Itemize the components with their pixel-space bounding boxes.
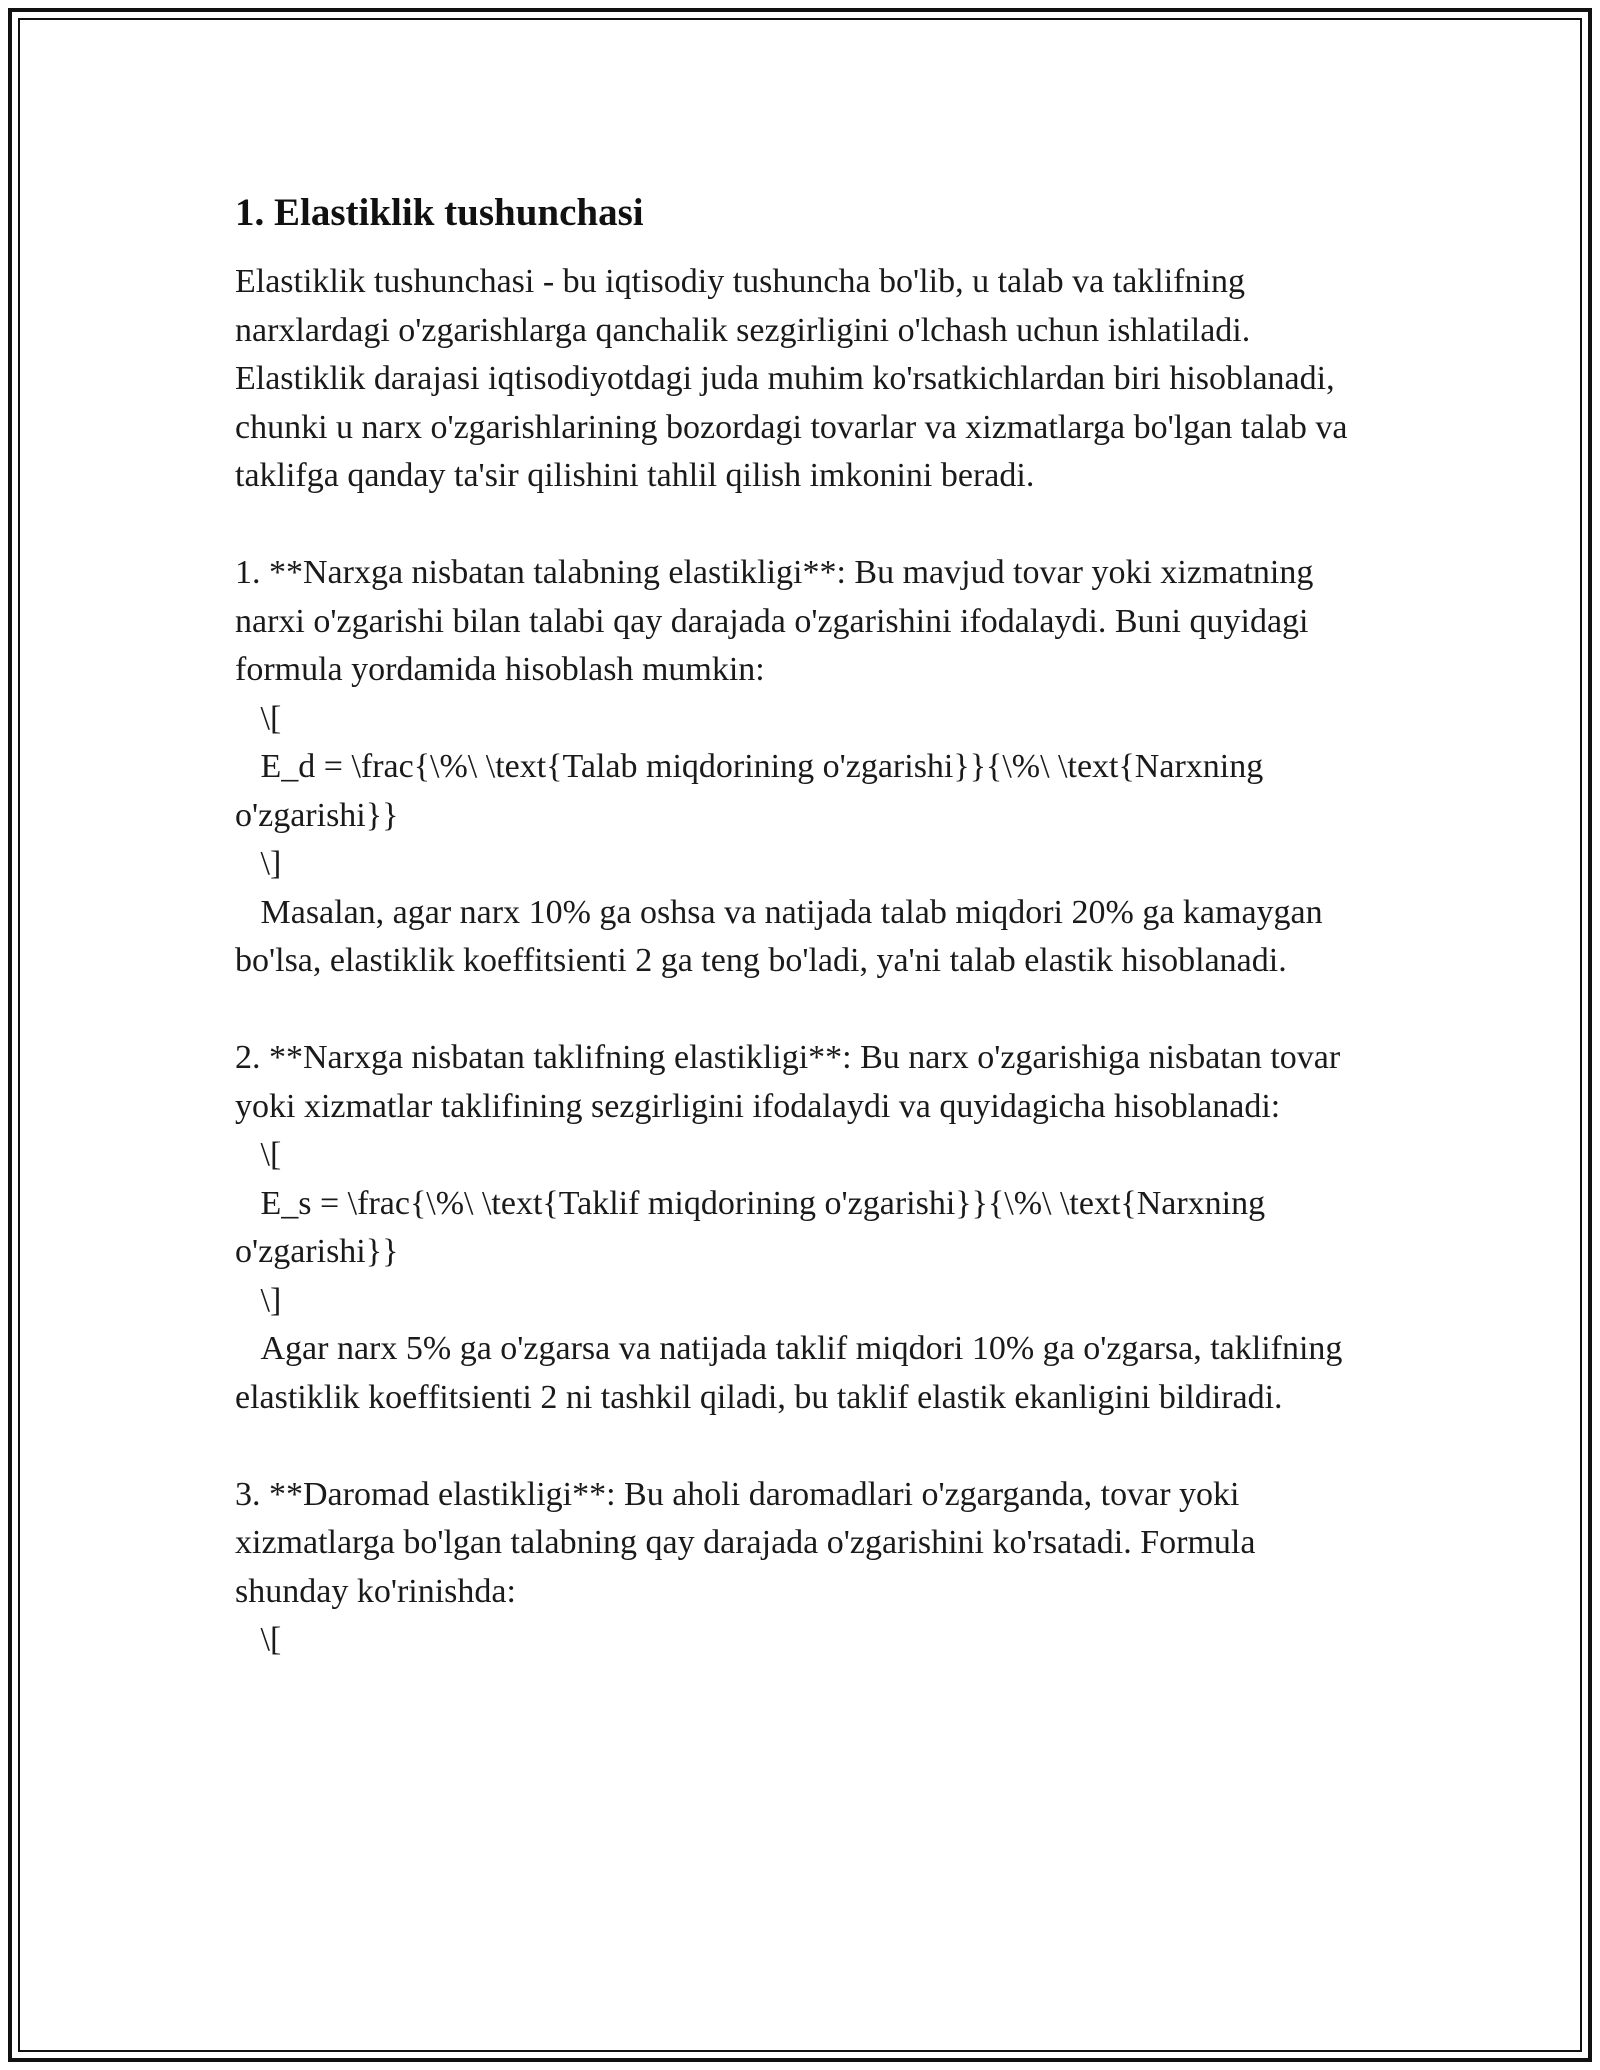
section-body-text: Elastiklik tushunchasi - bu iqtisodiy tushuncha bo'lib, u talab va taklifning narxlardagi o'zgarishlarga qanchalik sezgirligini o'lchash uchun ishlatiladi. Elastiklik darajasi iqtisodiyotdagi juda muhim ko'rsatkichlardan biri hisoblanadi, chunki u narx o'zgarishlarining bozordagi tovarlar va xizmatlarga bo'lgan talab va taklifga qanday ta'sir qilishini tahlil qilish imkonini beradi. 1. **Narxga nisbatan talabning elastikligi**: Bu mavjud tovar yoki xizmatning narxi o'zgarishi bilan talabi qay darajada o'zgarishini ifodalaydi. Buni quyidagi formula yordamida hisoblash mumkin: \[ E_d = \frac{\%\ \text{Talab miqdorining o'zgarishi}}{\%\ \text{Narxning o'zgarishi}} \] Masalan, agar narx 10% ga oshsa va natijada talab miqdori 20% ga kamaygan bo'lsa, elastiklik koeffitsienti 2 ga teng bo'ladi, ya'ni talab elastik hisoblanadi. 2. **Narxga nisbatan taklifning elastikligi**: Bu narx o'zgarishiga nisbatan tovar yoki xizmatlar taklifining sezgirligini ifodalaydi va quyidagicha hisoblanadi: \[ E_s = \frac{\%\ \text{Taklif miqdorining o'zgarishi}}{\%\ \text{Narxning o'zgarishi}} \] Agar narx 5% ga o'zgarsa va natijada taklif miqdori 10% ga o'zgarsa, taklifning elastiklik koeffitsienti 2 ni tashkil qiladi, bu taklif elastik ekanligini bildiradi. 3. **Daromad elastikligi**: Bu aholi daromadlari o'zgarganda, tovar yoki xizmatlarga bo'lgan talabning qay darajada o'zgarishini ko'rsatadi. Formula shunday ko'rinishda: \[ bbox=[235, 263, 1348, 1658]
document-content bbox=[235, 186, 1365, 1665]
section-heading: 1. Elastiklik tushunchasi bbox=[235, 191, 644, 234]
